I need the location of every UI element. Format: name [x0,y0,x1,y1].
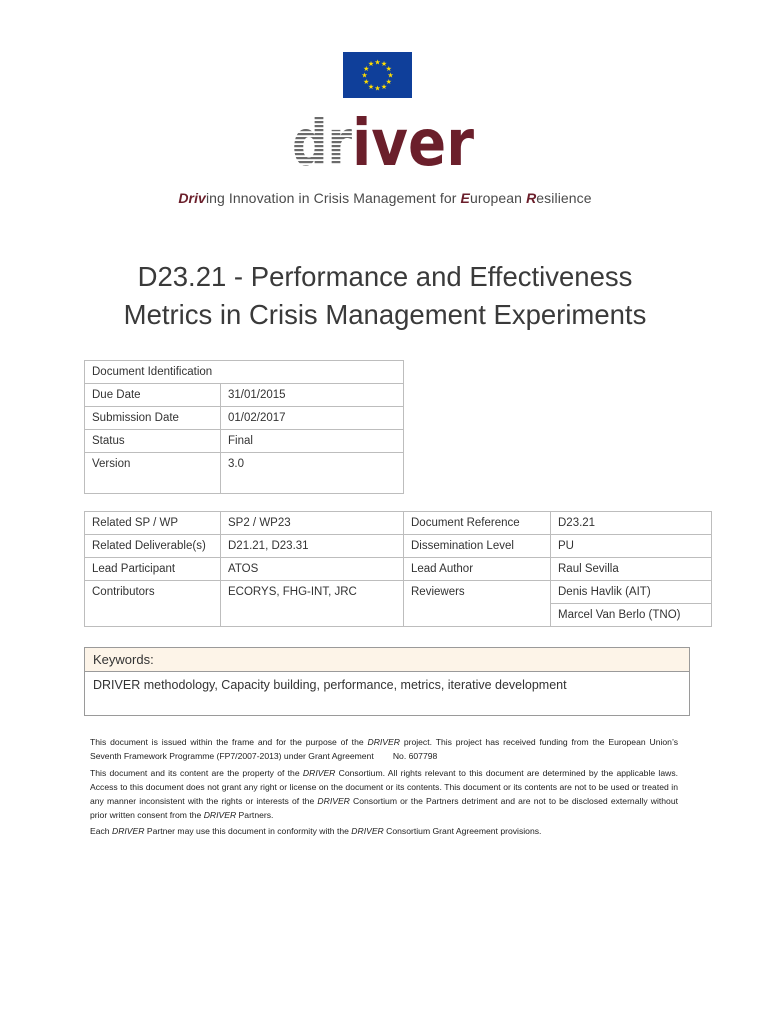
field-label: Submission Date [85,407,221,430]
field-label: Status [85,430,221,453]
table-row [85,581,712,604]
svg-text:dr: dr [292,113,353,175]
title-line-2: Metrics in Crisis Management Experiments [123,299,647,330]
svg-text:iver: iver [352,113,475,175]
field-value: 31/01/2015 [221,384,404,407]
title-line-1: D23.21 - Performance and Effectiveness [137,261,633,292]
field-value: PU [551,535,712,558]
field-value: ECORYS, FHG-INT, JRC [221,581,404,627]
disclaimer-paragraph-3: Each DRIVER Partner may use this document in conformity with the DRIVER Consortium Grant Agreement provisions. [90,826,542,836]
star-icon: ★ [380,60,388,69]
table-row [85,535,712,558]
table-row [85,384,404,407]
field-value: D23.21 [551,512,712,535]
star-icon: ★ [367,82,375,91]
field-label: Related SP / WP [85,512,221,535]
field-label: Contributors [85,581,221,627]
keywords-heading: Keywords: [85,648,689,672]
keywords-box [84,647,690,716]
star-icon: ★ [363,78,370,86]
tagline: Driving Innovation in Crisis Management for European Resilience [178,190,592,206]
star-icon: ★ [361,71,368,80]
disclaimer-paragraph-2: This document and its content are the property of the DRIVER Consortium. All rights relevant to this document are determined by the applicable laws. Access to this document does not grant any right or license on the document or its contents. This document or its contents are not to be used or treated in any manner inconsistent with the rights or interests of the DRIVER Consortium or the Partners detriment and are not to be disclosed externally without prior written consent from the DRIVER Partners. [90,768,679,820]
field-label: Document Reference [404,512,551,535]
field-value: ATOS [221,558,404,581]
field-value: 01/02/2017 [221,407,404,430]
star-icon: ★ [367,60,375,69]
table-row [85,407,404,430]
field-label: Lead Participant [85,558,221,581]
star-icon: ★ [387,71,394,80]
field-label: Reviewers [404,581,551,627]
related-info-table [84,511,712,627]
field-value: Denis Havlik (AIT) [551,581,712,604]
keywords-text: DRIVER methodology, Capacity building, performance, metrics, iterative development [93,678,567,692]
document-identification-table [84,360,404,494]
driver-logo [292,113,478,175]
field-value: D21.21, D23.31 [221,535,404,558]
star-icon: ★ [385,65,392,73]
field-value: Final [221,430,404,453]
field-value: Marcel Van Berlo (TNO) [551,604,712,627]
table-row [85,453,404,494]
field-label: Due Date [85,384,221,407]
field-label: Lead Author [404,558,551,581]
star-icon: ★ [363,65,370,73]
field-label: Dissemination Level [404,535,551,558]
field-value: 3.0 [221,453,404,494]
document-title [0,258,770,334]
table-row [85,430,404,453]
table-row [85,558,712,581]
field-value: Raul Sevilla [551,558,712,581]
star-icon: ★ [380,82,388,91]
star-icon: ★ [374,58,381,67]
star-icon: ★ [385,78,392,86]
field-label: Version [85,453,221,494]
field-value: SP2 / WP23 [221,512,404,535]
star-icon: ★ [374,84,381,93]
field-label: Related Deliverable(s) [85,535,221,558]
identification-heading: Document Identification [85,361,404,384]
table-row [85,512,712,535]
eu-flag-icon [343,52,412,98]
disclaimer-paragraph-1: This document is issued within the frame and for the purpose of the DRIVER project. This project has received funding from the European Union’s Seventh Framework Programme (FP7/2007-2013) under Grant Agreement No. 607798 [90,737,678,761]
